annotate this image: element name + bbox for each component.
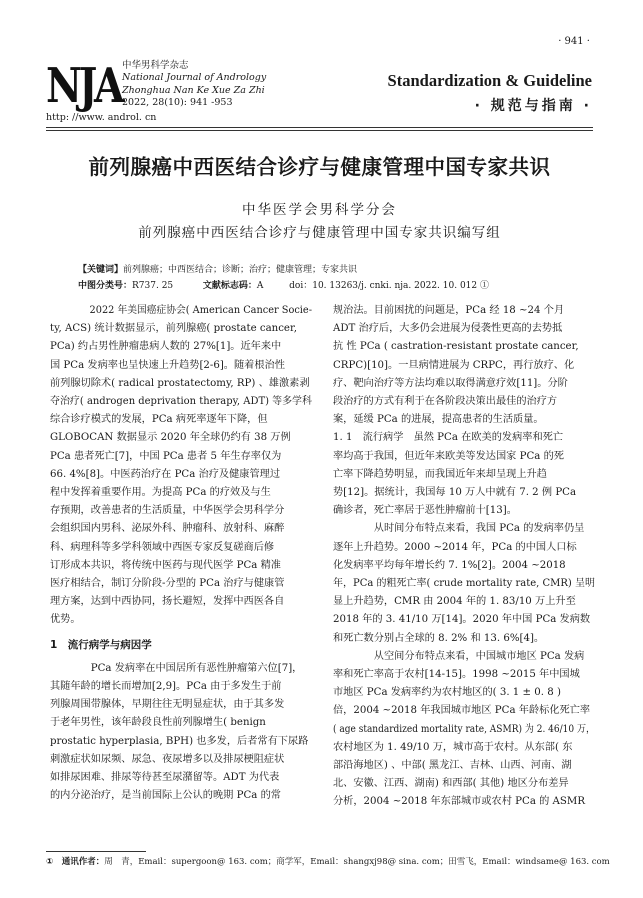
- footnote-rule: [46, 851, 146, 852]
- left-column: [50, 302, 312, 805]
- text-line: 农村地区为 1. 49/10 万，城市高于农村。从东部( 东: [333, 741, 573, 753]
- author-line-2: 前列腺癌中西医结合诊疗与健康管理中国专家共识编写组: [138, 225, 501, 241]
- keywords: [78, 262, 357, 275]
- doc-code-label: 文献标志码：: [202, 281, 257, 291]
- text-line: ADT 治疗后，大多仍会进展为侵袭性更高的去势抵: [333, 323, 563, 335]
- text-line: 率均高于我国，但近年来欧美等发达国家 PCa 的死: [333, 450, 564, 462]
- text-line: ty, ACS) 统计数据显示，前列腺癌( prostate cancer,: [50, 323, 297, 335]
- clc-value: R737. 25: [132, 281, 174, 291]
- text-line: 逐年上升趋势。2000 ~2014 年，PCa 的中国人口标: [333, 541, 577, 553]
- journal-info: [122, 60, 266, 109]
- footnote-label: ① 通讯作者：: [46, 857, 105, 867]
- text-line: 率和死亡率高于农村[14-15]。1998 ~2015 年中国城: [333, 669, 580, 681]
- text-line: prostatic hyperplasia, BPH) 也多发，后者常有下尿路: [50, 735, 309, 747]
- text-line: 分析，2004 ~2018 年东部城市或农村 PCa 的 ASMR: [333, 796, 585, 808]
- footnote-text: 周 青，Email：supergoon@ 163. com；商学军，Email：shangxj98@ sina. com；田雪飞，Email：windsame@ 163. com: [104, 857, 610, 867]
- text-line: 如排尿困难、排尿等待甚至尿潴留等。ADT 为代表: [50, 772, 280, 784]
- text-line: 前列腺切除术( radical prostatectomy, RP) 、雄激素剥: [50, 377, 310, 389]
- text-line: 倍，2004 ~2018 年我国城市地区 PCa 年龄标化死亡率: [333, 705, 591, 717]
- text-line: 2018 年的 3. 41/10 万[14]。2020 年中国 PCa 发病数: [333, 614, 591, 626]
- text-line: GLOBOCAN 数据显示 2020 年全球仍约有 38 万例: [50, 432, 291, 444]
- text-line: 存预期，改善患者的生活质量，中华医学会男科学分: [50, 505, 285, 517]
- text-line: 从时间分布特点来看，我国 PCa 的发病率仍呈: [373, 523, 585, 535]
- section-heading: 1 流行病学与病因学: [50, 638, 152, 651]
- text-line: 显上升趋势，CMR 由 2004 年的 1. 83/10 万上升至: [333, 596, 576, 608]
- clc-label: 中图分类号：: [78, 281, 133, 291]
- text-line: 66. 4%[8]。中医药治疗在 PCa 治疗及健康管理过: [50, 468, 281, 480]
- text-line: 亡率下降趋势明显，而我国近年来却呈现上升趋: [333, 468, 547, 480]
- doi[interactable]: doi：10. 13263/j. cnki. nja. 2022. 10. 012 ①: [289, 281, 489, 291]
- text-line: PCa) 约占男性肿瘤患病人数的 27%[1]。近年来中: [50, 341, 282, 353]
- journal-issue: 2022, 28(10): 941 -953: [122, 96, 233, 108]
- text-line: PCa 发病率在中国居所有恶性肿瘤第六位[7]，: [90, 662, 303, 674]
- text-line: 医疗相结合，制订分阶段-分型的 PCa 治疗与健康管: [50, 578, 285, 590]
- journal-name-cn: 中华男科学杂志: [122, 60, 189, 71]
- text-line: 规治法。目前困扰的问题是，PCa 经 18 ~24 个月: [333, 305, 565, 316]
- text-line: 段治疗的方式有利于在各阶段决策出最佳的治疗方: [333, 396, 558, 408]
- text-line: 和死亡数分别占全球的 8. 2% 和 13. 6%[4]。: [333, 632, 545, 644]
- keywords-label: 【关键词】: [78, 265, 124, 275]
- journal-name-pinyin: Zhonghua Nan Ke Xue Za Zhi: [122, 84, 265, 96]
- page-number: · 941 ·: [558, 36, 590, 47]
- text-line: 优势。: [50, 614, 81, 626]
- journal-name-en: National Journal of Andrology: [122, 72, 267, 84]
- text-line: CRPC)[10]。一旦病情进展为 CRPC，再行放疗、化: [333, 359, 575, 371]
- text-line: 其随年龄的增长而增加[2,9]。PCa 由于多发生于前: [50, 681, 282, 693]
- doc-code-value: A: [256, 281, 264, 291]
- text-line: 2022 年美国癌症协会( American Cancer Socie-: [89, 305, 313, 316]
- right-column: [333, 302, 595, 812]
- text-line: 部沿海地区) 、中部( 黑龙江、吉林、山西、河南、湖: [333, 760, 572, 772]
- text-line: 案，延缓 PCa 的进展，提高患者的生活质量。: [333, 414, 544, 426]
- keywords-text: 前列腺癌；中西医结合；诊断；治疗；健康管理；专家共识: [123, 265, 358, 275]
- author-line-1: 中华医学会男科学分会: [242, 202, 397, 218]
- header-rule: [46, 127, 593, 128]
- classification-line: [78, 278, 489, 291]
- text-line: 抗 性 PCa ( castration-resistant prostate cancer,: [333, 341, 579, 353]
- footnote: [46, 855, 610, 867]
- text-line: 势[12]。据统计，我国每 10 万人中就有 7. 2 例 PCa: [333, 487, 577, 499]
- text-line: ( age standardized mortality rate, ASMR) 为 2. 46/10 万，: [333, 723, 595, 735]
- text-line: 北、安徽、江西、湖南) 和西部( 其他) 地区分布差异: [333, 778, 569, 790]
- text-line: 国 PCa 发病率也呈快速上升趋势[2-6]。随着根治性: [50, 359, 285, 371]
- text-line: 程中发挥着重要作用。为提高 PCa 的疗效及与生: [50, 487, 271, 499]
- section-label-cn: · 规范与指南 ·: [474, 98, 592, 114]
- text-line: 于老年男性，该年龄段良性前列腺增生( benign: [50, 717, 266, 729]
- text-line: 1. 1 流行病学 虽然 PCa 在欧美的发病率和死亡: [333, 432, 564, 444]
- text-line: 确诊者，死亡率居于恶性肿瘤前十[13]。: [333, 505, 517, 517]
- text-line: 订形成本共识，将传统中医药与现代医学 PCa 精准: [50, 559, 281, 571]
- text-line: 理方案，达到中西协同，扬长避短，发挥中西医各自: [50, 596, 285, 608]
- text-line: 夺治疗( androgen deprivation therapy, ADT) 等多学科: [50, 396, 312, 408]
- text-line: 从空间分布特点来看，中国城市地区 PCa 发病: [373, 650, 585, 662]
- text-line: 科、病理科等多学科领域中西医专家反复磋商后修: [50, 541, 275, 553]
- section-label-en: Standardization & Guideline: [387, 71, 592, 90]
- text-line: 疗、靶向治疗等方法均难以取得满意疗效[11]。分阶: [333, 377, 568, 389]
- text-line: 列腺周围带腺体，早期往往无明显症状，由于其多发: [50, 699, 285, 711]
- text-line: PCa 患者死亡[7]，中国 PCa 患者 5 年生存率仅为: [50, 450, 282, 462]
- text-line: 综合诊疗模式的发展，PCa 病死率逐年下降，但: [50, 414, 268, 426]
- journal-logo: NJA: [46, 58, 122, 114]
- text-line: 刺激症状如尿频、尿急、夜尿增多以及排尿梗阻症状: [50, 753, 285, 765]
- text-line: 年，PCa 的粗死亡率( crude mortality rate, CMR) 呈明: [333, 578, 595, 590]
- header-rule-thin: [46, 130, 593, 131]
- journal-url[interactable]: http: //www. androl. cn: [46, 112, 157, 123]
- text-line: 的内分泌治疗，是当前国际上公认的晚期 PCa 的常: [50, 790, 281, 802]
- article-title: 前列腺癌中西医结合诊疗与健康管理中国专家共识: [88, 155, 551, 179]
- text-line: 市地区 PCa 发病率约为农村地区的( 3. 1 ± 0. 8 ): [333, 687, 561, 699]
- text-line: 化发病率平均每年增长约 7. 1%[2]。2004 ~2018: [333, 559, 566, 571]
- text-line: 会组织国内男科、泌尿外科、肿瘤科、放射科、麻醉: [50, 523, 285, 535]
